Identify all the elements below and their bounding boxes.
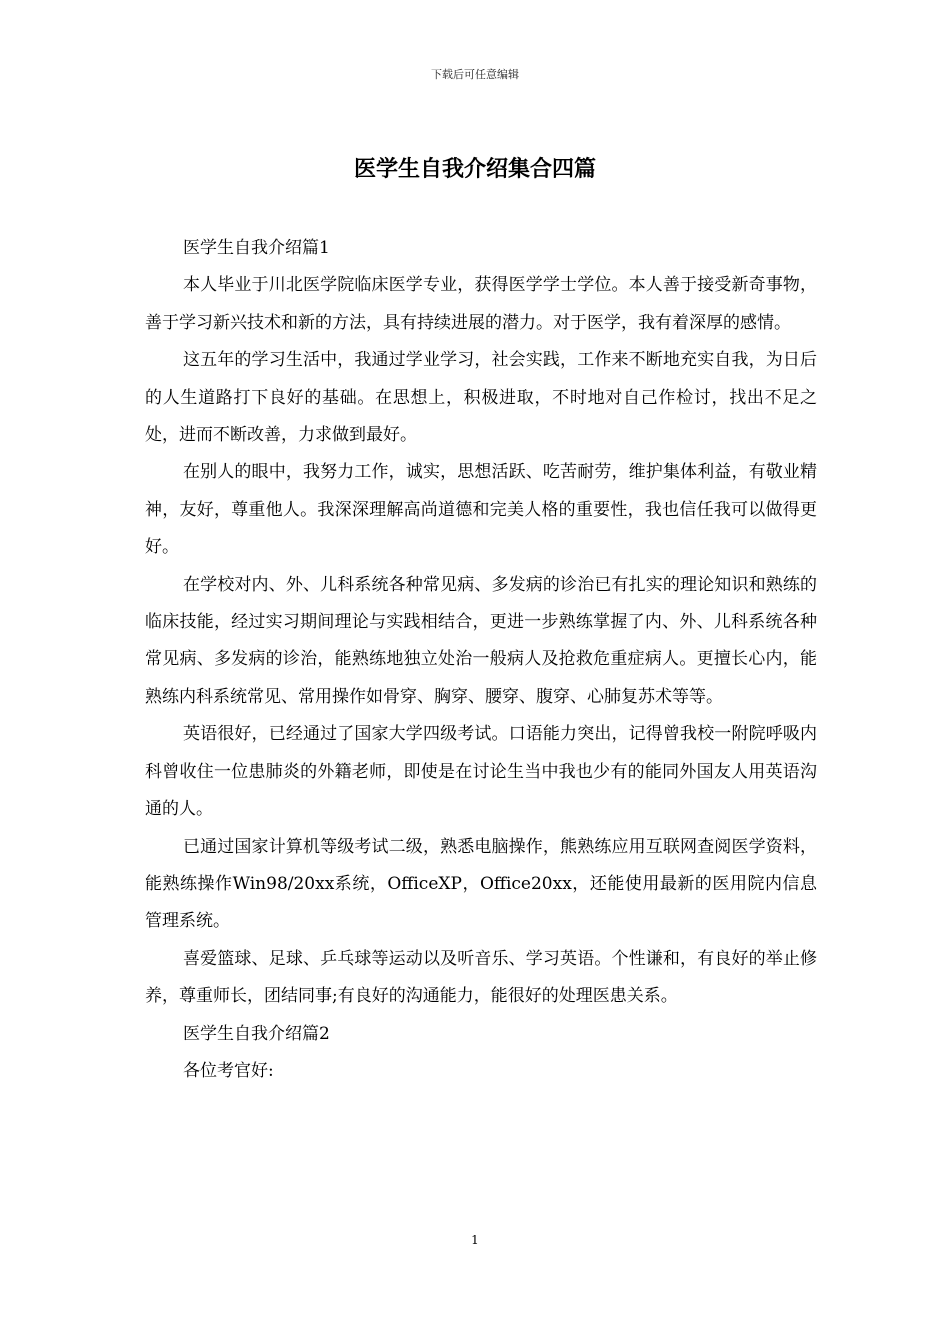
- paragraph: 在别人的眼中，我努力工作，诚实，思想活跃、吃苦耐劳，维护集体利益，有敬业精神，友好，尊重他人。我深深理解高尚道德和完美人格的重要性，我也信任我可以做得更好。: [145, 462, 817, 558]
- section-heading-1: 医学生自我介绍篇1: [183, 238, 330, 258]
- paragraph: 喜爱篮球、足球、乒乓球等运动以及听音乐、学习英语。个性谦和，有良好的举止修养，尊重师长，团结同事;有良好的沟通能力，能很好的处理医患关系。: [145, 948, 817, 1007]
- greeting-line: 各位考官好:: [183, 1060, 274, 1081]
- section-heading-2: 医学生自我介绍篇2: [183, 1023, 330, 1044]
- page-header-note: 下载后可任意编辑: [431, 68, 519, 81]
- page-number: 1: [471, 1233, 479, 1247]
- document-body: [145, 230, 817, 1090]
- paragraph: 已通过国家计算机等级考试二级，熟悉电脑操作，熊熟练应用互联网查阅医学资料，能熟练操作Win98/20xx系统，OfficeXP，Office20xx，还能使用最新的医用院内信息管理系统。: [145, 836, 817, 932]
- paragraph: 本人毕业于川北医学院临床医学专业，获得医学学士学位。本人善于接受新奇事物，善于学习新兴技术和新的方法，具有持续进展的潜力。对于医学，我有着深厚的感情。: [145, 275, 817, 333]
- paragraph: 英语很好，已经通过了国家大学四级考试。口语能力突出，记得曾我校一附院呼吸内科曾收住一位患肺炎的外籍老师，即使是在讨论生当中我也少有的能同外国友人用英语沟通的人。: [145, 724, 817, 820]
- document-title: 医学生自我介绍集合四篇: [353, 157, 596, 182]
- paragraph: 在学校对内、外、儿科系统各种常见病、多发病的诊治已有扎实的理论知识和熟练的临床技能，经过实习期间理论与实践相结合，更进一步熟练掌握了内、外、儿科系统各种常见病、多发病的诊治，能熟练地独立处治一般病人及抢救危重症病人。更擅长心内，能熟练内科系统常见、常用操作如骨穿、胸穿、腰穿、腹穿、心肺复苏术等等。: [145, 574, 817, 707]
- paragraph: 这五年的学习生活中，我通过学业学习，社会实践，工作来不断地充实自我，为日后的人生道路打下良好的基础。在思想上，积极进取，不时地对自己作检讨，找出不足之处，进而不断改善，力求做到最好。: [145, 350, 817, 446]
